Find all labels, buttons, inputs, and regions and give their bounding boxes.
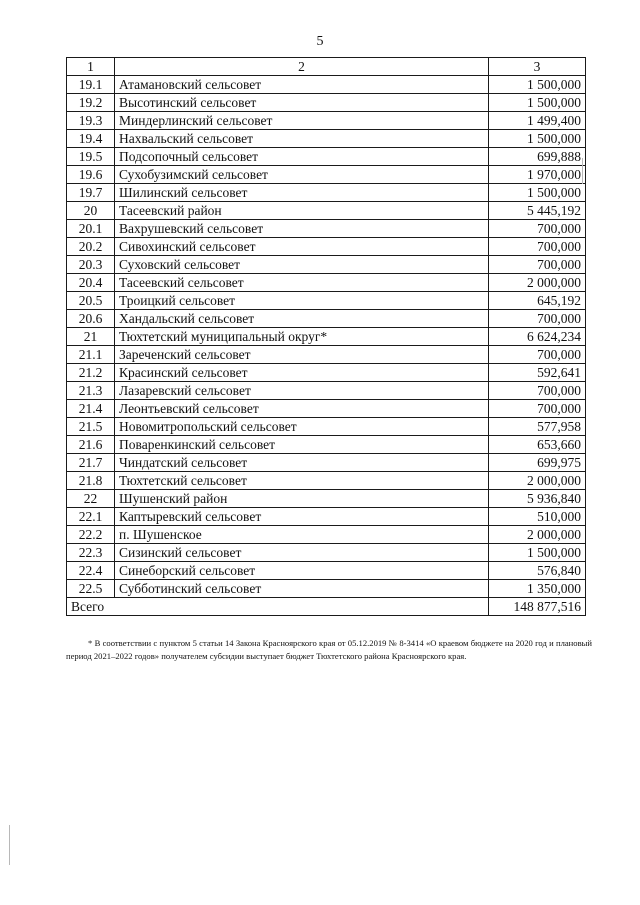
row-name-cell: Леонтьевский сельсовет — [115, 400, 489, 418]
row-number-cell: 22.3 — [67, 544, 115, 562]
row-number-cell: 20.1 — [67, 220, 115, 238]
row-name-cell: Сухобузимский сельсовет — [115, 166, 489, 184]
row-name-cell: Суховский сельсовет — [115, 256, 489, 274]
row-name-cell: Тасеевский сельсовет — [115, 274, 489, 292]
row-number-cell: 19.2 — [67, 94, 115, 112]
row-name-cell: Поваренкинский сельсовет — [115, 436, 489, 454]
row-amount-cell: 1 970,000 — [489, 166, 586, 184]
table-row — [67, 112, 586, 130]
row-amount-cell: 699,975 — [489, 454, 586, 472]
row-name-cell: Вахрушевский сельсовет — [115, 220, 489, 238]
table-row — [67, 418, 586, 436]
row-number-cell: 20.5 — [67, 292, 115, 310]
row-amount-cell: 510,000 — [489, 508, 586, 526]
row-amount-cell: 2 000,000 — [489, 472, 586, 490]
row-name-cell: Подсопочный сельсовет — [115, 148, 489, 166]
row-amount-cell: 1 350,000 — [489, 580, 586, 598]
row-number-cell: 22 — [67, 490, 115, 508]
column-header-name: 2 — [115, 58, 489, 76]
table-row — [67, 184, 586, 202]
table-row — [67, 454, 586, 472]
table-row — [67, 544, 586, 562]
row-name-cell: Чиндатский сельсовет — [115, 454, 489, 472]
table-header — [67, 58, 586, 76]
row-name-cell: Троицкий сельсовет — [115, 292, 489, 310]
row-amount-cell: 1 500,000 — [489, 76, 586, 94]
table-row — [67, 508, 586, 526]
row-number-cell: 21.1 — [67, 346, 115, 364]
table-row — [67, 220, 586, 238]
row-name-cell: Атамановский сельсовет — [115, 76, 489, 94]
table-row — [67, 76, 586, 94]
row-name-cell: Шушенский район — [115, 490, 489, 508]
table-row — [67, 382, 586, 400]
row-amount-cell: 5 445,192 — [489, 202, 586, 220]
row-amount-cell: 1 500,000 — [489, 544, 586, 562]
table-row — [67, 130, 586, 148]
row-amount-cell: 1 500,000 — [489, 184, 586, 202]
row-name-cell: Новомитропольский сельсовет — [115, 418, 489, 436]
table-footer — [67, 598, 586, 616]
subsidy-table — [66, 57, 586, 616]
table-row — [67, 274, 586, 292]
column-header-number: 1 — [67, 58, 115, 76]
row-name-cell: Красинский сельсовет — [115, 364, 489, 382]
row-name-cell: Нахвальский сельсовет — [115, 130, 489, 148]
row-name-cell: Сизинский сельсовет — [115, 544, 489, 562]
row-amount-cell: 592,641 — [489, 364, 586, 382]
table-row — [67, 490, 586, 508]
row-number-cell: 21.8 — [67, 472, 115, 490]
row-name-cell: Хандальский сельсовет — [115, 310, 489, 328]
row-number-cell: 20.2 — [67, 238, 115, 256]
row-name-cell: Тасеевский район — [115, 202, 489, 220]
page-number: 5 — [316, 34, 324, 49]
row-amount-cell: 700,000 — [489, 220, 586, 238]
row-number-cell: 21.2 — [67, 364, 115, 382]
table-row — [67, 202, 586, 220]
row-amount-cell: 5 936,840 — [489, 490, 586, 508]
row-name-cell: Каптыревский сельсовет — [115, 508, 489, 526]
table-row — [67, 94, 586, 112]
row-number-cell: 21.6 — [67, 436, 115, 454]
row-number-cell: 20 — [67, 202, 115, 220]
row-amount-cell: 1 500,000 — [489, 130, 586, 148]
row-number-cell: 19.1 — [67, 76, 115, 94]
total-row — [67, 598, 586, 616]
scan-mark — [9, 825, 10, 865]
table-row — [67, 580, 586, 598]
row-number-cell: 19.4 — [67, 130, 115, 148]
row-amount-cell: 645,192 — [489, 292, 586, 310]
row-number-cell: 21.4 — [67, 400, 115, 418]
row-number-cell: 21 — [67, 328, 115, 346]
table-row — [67, 562, 586, 580]
row-name-cell: Шилинский сельсовет — [115, 184, 489, 202]
row-name-cell: Субботинский сельсовет — [115, 580, 489, 598]
table-row — [67, 526, 586, 544]
row-amount-cell: 2 000,000 — [489, 274, 586, 292]
row-name-cell: Миндерлинский сельсовет — [115, 112, 489, 130]
row-number-cell: 19.6 — [67, 166, 115, 184]
row-number-cell: 20.4 — [67, 274, 115, 292]
total-label: Всего — [67, 598, 489, 616]
row-amount-cell: 6 624,234 — [489, 328, 586, 346]
table-header-row — [67, 58, 586, 76]
row-amount-cell: 700,000 — [489, 400, 586, 418]
row-number-cell: 19.5 — [67, 148, 115, 166]
row-amount-cell: 2 000,000 — [489, 526, 586, 544]
row-number-cell: 22.5 — [67, 580, 115, 598]
row-name-cell: Сивохинский сельсовет — [115, 238, 489, 256]
row-name-cell: Зареченский сельсовет — [115, 346, 489, 364]
table-body — [67, 76, 586, 598]
row-name-cell: Тюхтетский муниципальный округ* — [115, 328, 489, 346]
table-row — [67, 436, 586, 454]
row-number-cell: 20.3 — [67, 256, 115, 274]
row-number-cell: 19.3 — [67, 112, 115, 130]
row-amount-cell: 577,958 — [489, 418, 586, 436]
row-name-cell: п. Шушенское — [115, 526, 489, 544]
total-value: 148 877,516 — [489, 598, 586, 616]
column-header-amount: 3 — [489, 58, 586, 76]
table-row — [67, 256, 586, 274]
table-row — [67, 238, 586, 256]
table-row — [67, 166, 586, 184]
row-number-cell: 22.1 — [67, 508, 115, 526]
row-amount-cell: 1 499,400 — [489, 112, 586, 130]
table-row — [67, 328, 586, 346]
row-number-cell: 19.7 — [67, 184, 115, 202]
row-number-cell: 21.3 — [67, 382, 115, 400]
table-row — [67, 346, 586, 364]
row-amount-cell: 576,840 — [489, 562, 586, 580]
row-amount-cell: 1 500,000 — [489, 94, 586, 112]
row-amount-cell: 700,000 — [489, 346, 586, 364]
row-amount-cell: 700,000 — [489, 382, 586, 400]
row-name-cell: Лазаревский сельсовет — [115, 382, 489, 400]
row-name-cell: Синеборский сельсовет — [115, 562, 489, 580]
table-row — [67, 400, 586, 418]
table-row — [67, 364, 586, 382]
row-amount-cell: 700,000 — [489, 256, 586, 274]
row-number-cell: 22.2 — [67, 526, 115, 544]
row-amount-cell: 700,000 — [489, 238, 586, 256]
row-name-cell: Высотинский сельсовет — [115, 94, 489, 112]
table-row — [67, 472, 586, 490]
row-number-cell: 21.5 — [67, 418, 115, 436]
table-row — [67, 148, 586, 166]
table-row — [67, 292, 586, 310]
row-amount-cell: 699,888 — [489, 148, 586, 166]
table-row — [67, 310, 586, 328]
row-amount-cell: 653,660 — [489, 436, 586, 454]
row-name-cell: Тюхтетский сельсовет — [115, 472, 489, 490]
row-number-cell: 21.7 — [67, 454, 115, 472]
scan-mark — [582, 158, 583, 184]
row-number-cell: 20.6 — [67, 310, 115, 328]
footnote: * В соответствии с пунктом 5 статьи 14 Закона Красноярского края от 05.12.2019 № 8-3414 «О краевом бюджете на 2020 год и плановый период 2021–2022 годов» получателем субсидии выступает бюджет Тюхтетского района Красноярского края. — [66, 638, 592, 661]
row-number-cell: 22.4 — [67, 562, 115, 580]
row-amount-cell: 700,000 — [489, 310, 586, 328]
